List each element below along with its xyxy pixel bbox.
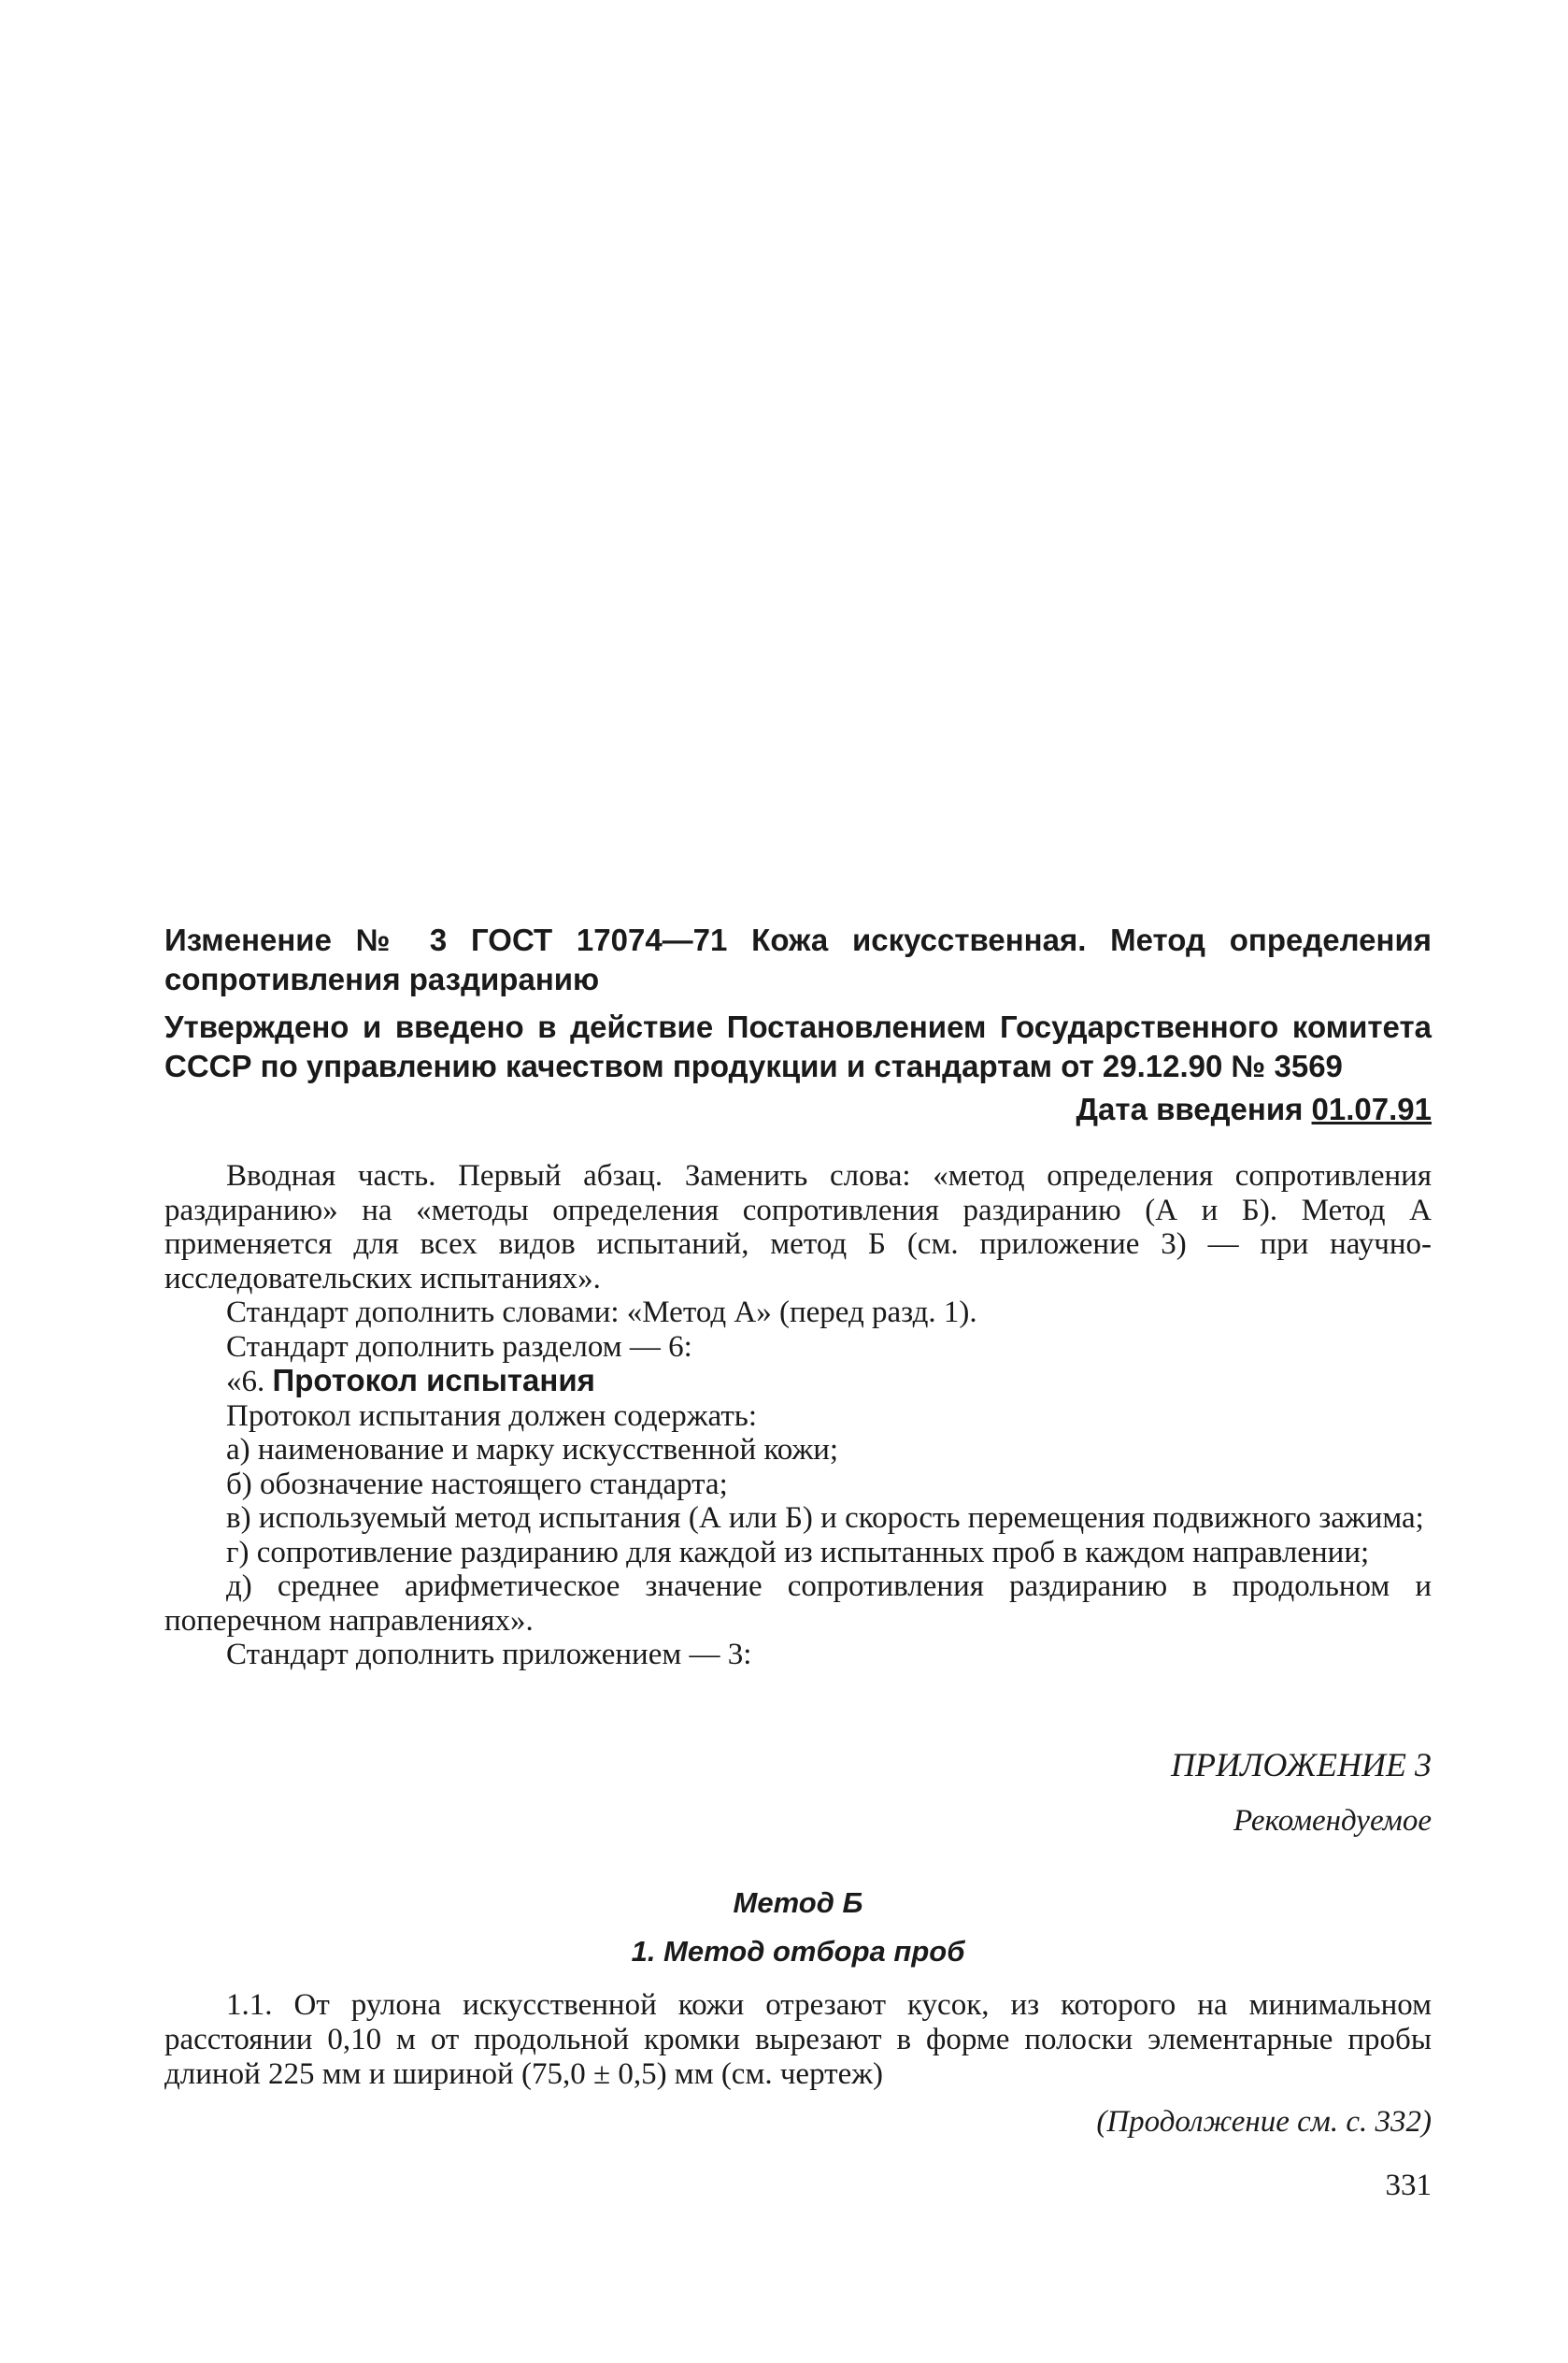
- approval-statement: Утверждено и введено в действие Постановлением Государственного комитета СССР по управлению качеством продукции и стандартам от 29.12.90 № 3569: [164, 1010, 1432, 1083]
- method-heading: [164, 1879, 1432, 1976]
- effective-date-label: Дата введения: [1076, 1092, 1304, 1126]
- page-number: 331: [1385, 2169, 1432, 2202]
- add-appendix-paragraph: Стандарт дополнить приложением — 3:: [226, 1638, 752, 1671]
- add-words-paragraph: Стандарт дополнить словами: «Метод А» (перед разд. 1).: [226, 1296, 977, 1329]
- add-section-paragraph: Стандарт дополнить разделом — 6:: [226, 1329, 692, 1364]
- continuation-note: (Продолжение см. с. 332): [1096, 2105, 1432, 2139]
- sampling-paragraph: 1.1. От рулона искусственной кожи отрезают кусок, из которого на минимальном расстоянии 0,10 м от продольной кромки вырезают в форме полоски элементарные пробы длиной 225 мм и шириной (75,0 ± 0,5) мм (см. чертеж): [164, 1988, 1432, 2091]
- list-item: г) сопротивление раздиранию для каждой из испытанных проб в каждом направлении;: [226, 1535, 1370, 1569]
- appendix-title: ПРИЛОЖЕНИЕ 3: [1171, 1746, 1432, 1783]
- method-section-title: 1. Метод отбора проб: [631, 1935, 965, 1968]
- section6-title: Протокол испытания: [272, 1363, 595, 1397]
- appendix-heading: [164, 1737, 1437, 1849]
- method-section: [164, 1988, 1432, 2092]
- list-item: в) используемый метод испытания (А или Б) и скорость перемещения подвижного зажима;: [226, 1501, 1424, 1535]
- list-item: а) наименование и марку искусственной кожи;: [226, 1433, 839, 1467]
- list-item: д) среднее арифметическое значение сопротивления раздиранию в продольном и поперечном направлениях».: [164, 1569, 1432, 1638]
- effective-date-value: 01.07.91: [1311, 1092, 1432, 1126]
- amendment-body: [164, 1159, 1432, 1672]
- protocol-intro: Протокол испытания должен содержать:: [226, 1398, 757, 1433]
- intro-paragraph: Вводная часть. Первый абзац. Заменить слова: «метод определения сопротивления раздиранию» на «методы определения сопротивления раздиранию (А и Б). Метод А применяется для всех видов испытаний, метод Б (см. приложение 3) — при научно-исследовательских испытаниях».: [164, 1159, 1432, 1296]
- section6-prefix: «6.: [226, 1365, 265, 1398]
- appendix-subtitle: Рекомендуемое: [1233, 1804, 1432, 1838]
- list-item: б) обозначение настоящего стандарта;: [226, 1467, 728, 1501]
- section6-heading: [164, 1364, 1432, 1399]
- amendment-title: Изменение № 3 ГОСТ 17074—71 Кожа искусственная. Метод определения сопротивления раздиранию: [164, 923, 1432, 996]
- effective-date: [164, 1090, 1432, 1129]
- method-title: Метод Б: [733, 1886, 863, 1919]
